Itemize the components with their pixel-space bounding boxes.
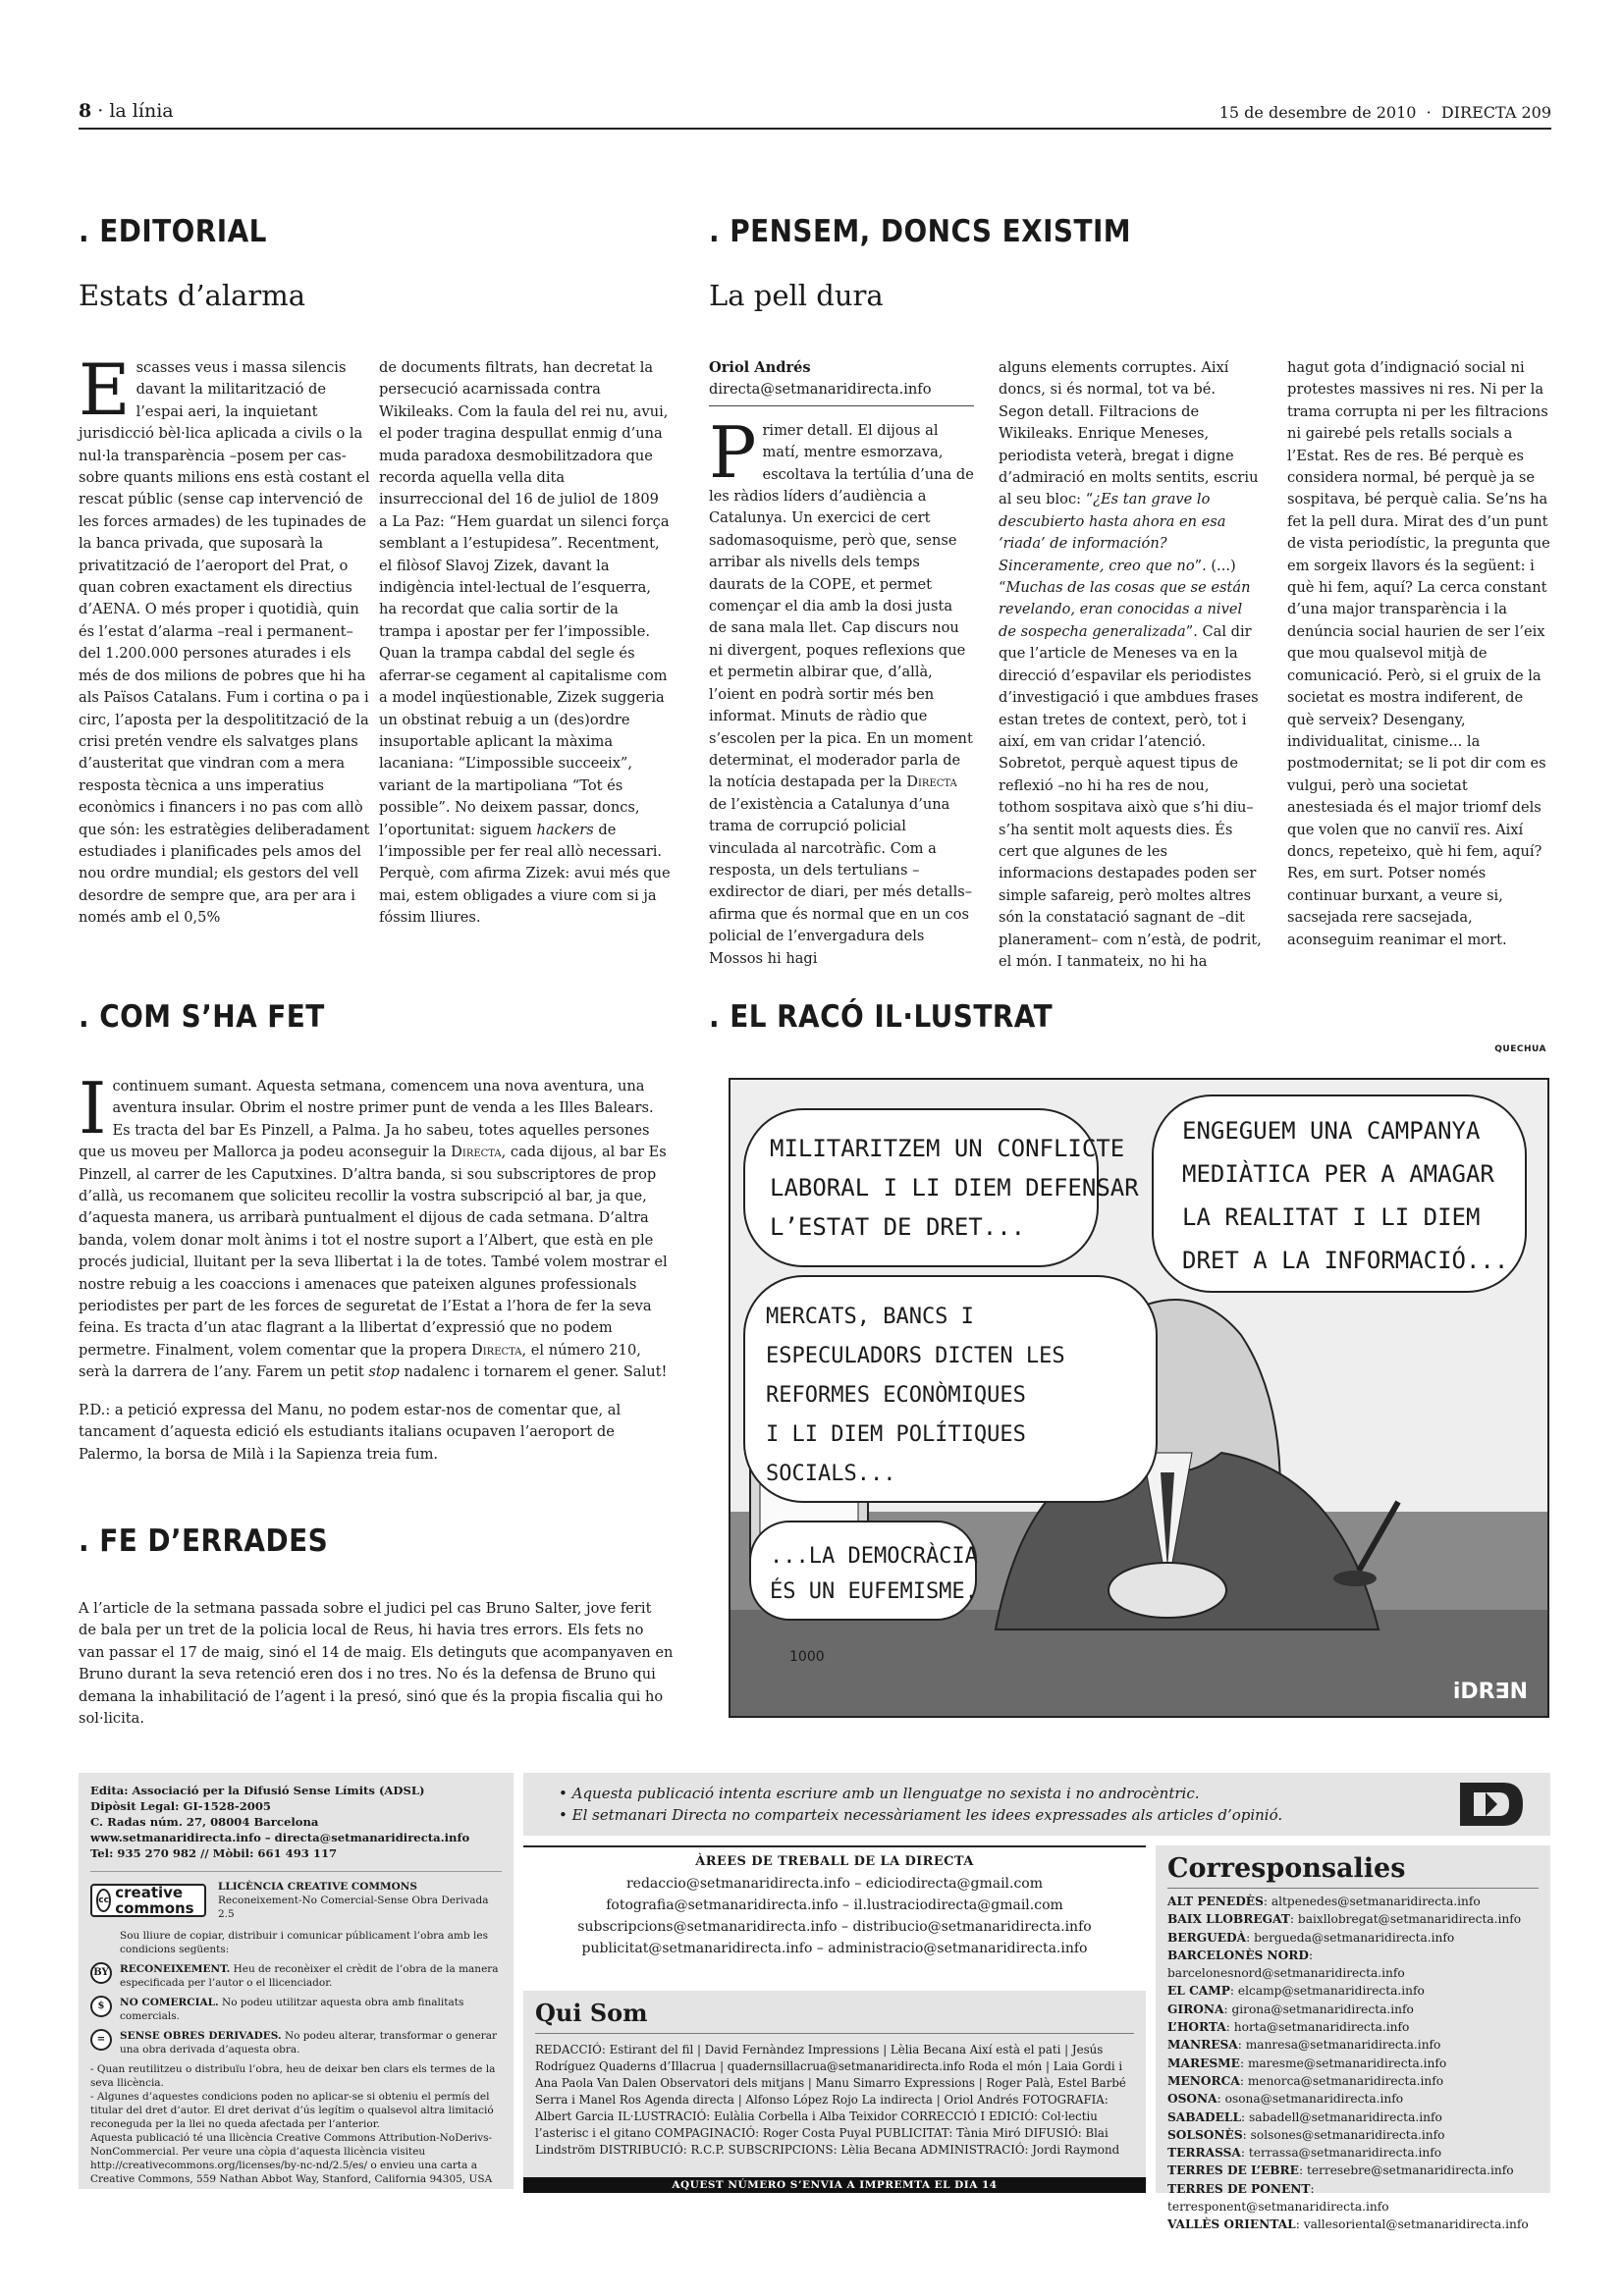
pensem-text-1-sc: Directa: [906, 774, 957, 791]
comshafet-text-d: nadalenc i tornarem el gener. Salut!: [399, 1363, 668, 1381]
cc-sub: Reconeixement-No Comercial-Sense Obra Derivada 2.5: [218, 1895, 489, 1920]
work-areas: [523, 1845, 1146, 1988]
cond-noderivs: [90, 2029, 502, 2056]
corr-item: SOLSONÈS: solsones@setmanaridirecta.info: [1167, 2127, 1445, 2142]
cartoon: [729, 1078, 1549, 1718]
comshafet-text-b: , cada dijous, al bar Es Pinzell, al carrer de les Caputxines. D’altra banda, si sou subscriptores de prop d’allà, us recomanem que soliciteu recollir la vostra subscripció al bar, ja que, d’aquesta manera, us arribarà puntualment el dijous de cada setmana. D’altra banda, volem donar molt ànims i tot el nostre suport a l’Albert, que està en ple procés judicial, lluitant per la seva llibertat i la de totes. També volem mostrar el nostre rebuig a les coaccions i amenaces que pateixen algunes professionals periodistes per part de les forces de seguretat de l’Estat a l’hora de fer la seva feina. Es tracta d’un atac flagrant a la llibertat d’expressió que no podem permetre. Finalment, volem comentar que la propera: [79, 1144, 668, 1359]
bubble-3-text: [766, 1298, 1065, 1494]
pensem-text-1b: de l’existència a Catalunya d’una trama de corrupció policial vinculada al narcotràfic. Com a resposta, un dels tertulians –exdirector de diari, per més detalls– afirma que és normal que en un cos policial de l’envergadura dels Mossos hi hagi: [709, 795, 973, 967]
corr-email[interactable]: horta@setmanaridirecta.info: [1233, 2020, 1410, 2035]
corr-item: L’HORTA: horta@setmanaridirecta.info: [1167, 2020, 1410, 2035]
corr-region: MENORCA: [1167, 2073, 1240, 2088]
corr-title: Corresponsalies: [1167, 1853, 1539, 1889]
comshafet-dropcap: I: [79, 1067, 107, 1149]
corr-email[interactable]: terresebre@setmanaridirecta.info: [1306, 2163, 1514, 2178]
editorial-subtitle: Estats d’alarma: [79, 279, 306, 312]
bubble-2-line: LA REALITAT I LI DIEM: [1182, 1203, 1481, 1231]
cond-attribution: [90, 1962, 502, 1990]
monitor-label: 1000: [789, 1649, 825, 1665]
corr-item: BARCELONÈS NORD: barcelonesnord@setmanaridirecta.info: [1167, 1948, 1405, 1981]
comshafet-em: stop: [368, 1363, 400, 1381]
editorial-text-2: de documents filtrats, han decretat la persecució acarnissada contra Wikileaks. Com la faula del rei nu, avui, el poder tragina despullat enmig d’una muda paradoxa desmobilitzadora que recorda aquella vella dita insurreccional del 16 de juliol de 1809 a La Paz: “Hem guardat un silenci força semblant a l’estupidesa”. Recentment, el filòsof Slavoj Zizek, davant la indigència intel·lectual de l’esquerra, ha recordat que calia sortir de la trampa i apostar per fer l’impossible. Quan la trampa cabdal del segle és aferrar-se cegament al capitalisme com a model inqüestionable, Zizek suggeria un obstinat rebuig a un (des)ordre insuportable aplicant la màxima lacaniana: “L’impossible succeeix”, variant de la martipoliana “Tot és possible”. No deixem passar, doncs, l’oportunitat: siguem: [379, 359, 670, 838]
areas-title: ÀREES DE TREBALL DE LA DIRECTA: [523, 1845, 1146, 1873]
corr-region: TERRES DE L’EBRE: [1167, 2163, 1299, 2178]
corr-email[interactable]: baixllobregat@setmanaridirecta.info: [1297, 1912, 1522, 1927]
publisher-info: [90, 1783, 502, 1861]
page-header: [79, 98, 1551, 130]
corr-region: GIRONA: [1167, 2002, 1224, 2016]
issue-number: DIRECTA 209: [1440, 103, 1551, 122]
pensem-col-3: [1287, 357, 1550, 951]
cc-logo-text: creative commons: [115, 1884, 194, 1917]
bubble-3-line: ESPECULADORS DICTEN LES: [766, 1344, 1065, 1368]
pensem-text-3: hagut gota d’indignació social ni protestes massives ni res. Ni per la trama corrupta ni per les filtracions ni gairebé pels retalls socials a l’Estat. Res de res. Bé perquè es considera normal, bé perquè ja se sospitava, bé perquè calia. Se’ns ha fet la pell dura. Mirat des d’un punt de vista periodístic, la pregunta que em sorgeix llavors és la següent: i què hi fem, aquí? La cerca constant d’una major transparència i la denúncia social haurien de ser l’eix que mou qualsevol mitjà de comunicació. Però, si el gruix de la societat es mostra indiferent, de què serveix? Desengany, individualitat, cinisme... la postmodernitat; se li pot dir com es vulgui, però una societat anestesiada és el major triomf dels que volen que no canviï res. Així doncs, repeteixo, què hi fem, aquí? Res, em surt. Potser només continuar burxant, a veure si, sacsejada rere sacsejada, aconseguim reanimar el mort.: [1287, 359, 1550, 948]
corr-email[interactable]: girona@setmanaridirecta.info: [1231, 2002, 1414, 2016]
cc-license: [218, 1880, 502, 1921]
cond-noncommercial: [90, 1996, 502, 2023]
editorial-dropcap: E: [79, 348, 131, 431]
bubble-2-text: [1182, 1109, 1508, 1282]
page-number: 8: [79, 100, 92, 122]
address-line: C. Radas núm. 27, 08004 Barcelona: [90, 1815, 319, 1829]
corr-email[interactable]: sabadell@setmanaridirecta.info: [1249, 2109, 1442, 2124]
corr-item: OSONA: osona@setmanaridirecta.info: [1167, 2092, 1404, 2107]
corr-item: BAIX LLOBREGAT: baixllobregat@setmanaridirecta.info: [1167, 1912, 1522, 1927]
corr-region: SOLSONÈS: [1167, 2127, 1243, 2142]
corr-email[interactable]: barcelonesnord@setmanaridirecta.info: [1167, 1966, 1405, 1981]
issue-date: 15 de desembre de 2010: [1218, 103, 1417, 122]
pensem-title: . PENSEM, DONCS EXISTIM: [709, 214, 1132, 249]
area-line[interactable]: redaccio@setmanaridirecta.info – ediciodirecta@gmail.com: [625, 1876, 1044, 1892]
editorial-text-1: scasses veus i massa silencis davant la militarització de l’espai aeri, la inquietant jurisdicció bèl·lica aplicada a civils o la nul·la transparència –posem per cas- sobre quants milions ens està costant el rescat públic (sense cap intervenció de les forces armades) de les tupinades de la banca privada, que suposarà la privatització de l’aeroport del Prat, o quan cobren exactament els directius d’AENA. O més proper i quotidià, quin és l’estat d’alarma –real i permanent– del 1.200.000 persones aturades i els més de dos milions de pobres que hi ha als Països Catalans. Fum i cortina o pa i circ, l’aposta per la despolitització de la crisi pretén vendre els salvatges plans d’austeritat que vindran com a mera resposta tècnica a uns imperatius econòmics i financers i no pas com allò que són: les estratègies deliberadament estudiades i planificades pels amos del nou ordre mundial; els gestors del vell desordre de sempre que, ara per ara i només amb el 0,5%: [79, 359, 370, 927]
corr-email[interactable]: bergueda@setmanaridirecta.info: [1254, 1930, 1455, 1945]
area-line[interactable]: subscripcions@setmanaridirecta.info – distribucio@setmanaridirecta.info: [577, 1919, 1092, 1935]
bubble-1-line: LABORAL I LI DIEM DEFENSAR: [770, 1174, 1139, 1201]
corr-email[interactable]: elcamp@setmanaridirecta.info: [1237, 1984, 1425, 1999]
bubble-2-line: MEDIÀTICA PER A AMAGAR: [1182, 1160, 1494, 1188]
editorial-col-2: [379, 357, 672, 930]
comshafet-body: [79, 1067, 674, 1466]
raco-title: . EL RACÓ IL·LUSTRAT: [709, 999, 1054, 1035]
pensem-text-2-em1: ¿Es tan grave lo descubierto hasta ahora en esa ‘riada’ de información? Sinceramente, creo que no: [999, 491, 1226, 574]
corr-region: MARESME: [1167, 2056, 1240, 2070]
notice-box: [523, 1773, 1550, 1836]
pensem-subtitle: La pell dura: [709, 279, 884, 312]
header-right: 15 de desembre de 2010 · DIRECTA 209: [1218, 103, 1551, 122]
comshafet-ps: P.D.: a petició expressa del Manu, no podem estar-nos de comentar que, al tancament d’aquesta edició els estudiants italians ocupaven l’aeroport de Palermo, la borsa de Milà i la Sapienza treia fum.: [79, 1401, 622, 1463]
creative-commons-logo: [90, 1884, 206, 1917]
corr-email[interactable]: manresa@setmanaridirecta.info: [1245, 2038, 1441, 2053]
corr-region: MANRESA: [1167, 2038, 1238, 2053]
bubble-4-line: ÉS UN EUFEMISME.: [770, 1579, 978, 1604]
cond-title: RECONEIXEMENT.: [120, 1963, 231, 1975]
corr-region: SABADELL: [1167, 2109, 1242, 2124]
comshafet-text-c: , el número 210, serà la darrera de l’any. Farem un petit: [79, 1341, 641, 1381]
bubble-1-text: [770, 1129, 1139, 1247]
pensem-text-1a: rimer detall. El dijous al matí, mentre esmorzava, escoltava la tertúlia d’una de les ràdios líders d’audiència a Catalunya. Un exercici de cert sadomasoquisme, però que, sense arribar als nivells dels temps daurats de la COPE, et permet començar el dia amb la dosi justa de sana mala llet. Cap discurs nou ni divergent, poques reflexions que et permetin albirar que, d’allà, l’oient en podrà sortir més ben informat. Minuts de ràdio que s’escolen per la pica. En un moment determinat, el moderador parla de la notícia destapada per la: [709, 421, 974, 791]
editorial-title: . EDITORIAL: [79, 214, 267, 249]
web-line: www.setmanaridirecta.info – directa@setmanaridirecta.info: [90, 1831, 470, 1844]
cc-title: LLICÈNCIA CREATIVE COMMONS: [218, 1881, 417, 1893]
cartoon-signature: iDR∃N: [1452, 1680, 1528, 1704]
raco-credit: QUECHUA: [1494, 1044, 1546, 1054]
bubble-3-line: REFORMES ECONÒMIQUES: [766, 1383, 1026, 1408]
pensem-author: Oriol Andrés: [709, 359, 811, 376]
bubble-4-text: [770, 1539, 978, 1610]
cond-text: Heu de reconèixer el crèdit de l’obra de la manera especificada per l’autor o el llicenciador.: [120, 1963, 499, 1989]
pensem-dropcap: P: [709, 410, 757, 494]
bubble-4-line: ...LA DEMOCRÀCIA: [770, 1544, 978, 1569]
corr-item: TERRES DE PONENT: terresponent@setmanaridirecta.info: [1167, 2181, 1389, 2215]
editorial-text-2-end: de l’impossible per fer real allò necessari. Perquè, com afirma Zizek: avui més que mai, estem obligades a viure com si ja fóssim lliures.: [379, 821, 671, 927]
comshafet-text-a: continuem sumant. Aquesta setmana, comencem una nova aventura, una aventura insular. Obrim el nostre primer punt de venda a les Illes Balears. Es tracta del bar Es Pinzell, a Palma. Ja ho sabeu, totes aquelles persones que us moveu per Mallorca ja podeu aconseguir la: [79, 1078, 654, 1161]
corr-region: OSONA: [1167, 2092, 1217, 2107]
pensem-col-1: [709, 357, 974, 970]
cc-row: [90, 1871, 502, 1921]
pensem-email: directa@setmanaridirecta.info: [709, 379, 974, 405]
pensem-text-2-mid: ”. (...) “: [999, 557, 1236, 597]
corr-item: MARESME: maresme@setmanaridirecta.info: [1167, 2056, 1447, 2070]
cond-text: No podeu alterar, transformar o generar una obra derivada d’aquesta obra.: [120, 2030, 498, 2056]
bubble-2-line: ENGEGUEM UNA CAMPANYA: [1182, 1117, 1481, 1145]
errades-body: A l’article de la setmana passada sobre el judici pel cas Bruno Salter, jove ferit de bala per un tret de la policia local de Reus, hi havia tres errors. Els fets no van passar el 17 de maig, sinó el 14 de maig. Els detinguts que acompanyaven en Bruno durant la seva retenció eren dos i no tres. No és la defensa de Bruno qui demana la inhabilitació de l’agent i la presó, sinó que és la propia fiscalia qui ho sol·licita.: [79, 1600, 674, 1728]
area-line[interactable]: fotografia@setmanaridirecta.info – il.lustraciodirecta@gmail.com: [606, 1897, 1063, 1913]
license-notes: - Quan reutilitzeu o distribuïu l’obra, heu de deixar ben clars els termes de la seva llicència. - Algunes d’aquestes condicions poden no aplicar-se si obteniu el permís del titular del dret d’autor. El dret derivat d’ús legítim o qualsevol altra limitació reconeguda per la llei no queda afectada per l’anterior. Aquesta publicació té una llicència Creative Commons Attribution-NoDerivs- NonCommercial. Per veure una còpia d’aquesta llicència visiteu http://creativecommons.org/licenses/by-nc-nd/2.5/es/ o envieu una carta a Creative Commons, 559 Nathan Abbot Way, Stanford, California 94305, USA: [90, 2063, 496, 2185]
corr-region: VALLÈS ORIENTAL: [1167, 2217, 1296, 2232]
area-line[interactable]: publicitat@setmanaridirecta.info – administracio@setmanaridirecta.info: [581, 1941, 1088, 1956]
cond-title: NO COMERCIAL.: [120, 1997, 219, 2008]
corr-region: BAIX LLOBREGAT: [1167, 1912, 1290, 1927]
bubble-1-line: L’ESTAT DE DRET...: [770, 1213, 1026, 1241]
quisom-text: REDACCIÓ: Estirant del fil | David Fernàndez Impressions | Lèlia Becana Així està el pati | Jesús Rodríguez Quaderns d’Illacrua | quadernsillacrua@setmanaridirecta.info Roda el món | Laia Gordi i Ana Paola Van Dalen Observatori dels mitjans | Manu Simarro Expressions | Roger Palà, Estel Barbé Serra i Manel Ros Agenda directa | Alfonso López Rojo La indirecta | Oriol Andrés FOTOGRAFIA: Albert Garcia IL·LUSTRACIÓ: Eulàlia Corbella i Alba Teixidor CORRECCIÓ I EDICIÓ: Col·lectiu l’asterisc i el gitano COMPAGINACIÓ: Roger Costa Puyal PUBLICITAT: Tània Miró DIFUSIÓ: Blai Lindström DISTRIBUCIÓ: R.C.P. SUBSCRIPCIONS: Lèlia Becana ADMINISTRACIÓ: Jordi Raymond: [535, 2043, 1126, 2157]
cc-intro: Sou lliure de copiar, distribuir i comunicar públicament l’obra amb les condicions següents:: [120, 1930, 489, 1955]
quisom-title: Qui Som: [535, 1999, 1134, 2034]
corr-item: TERRASSA: terrassa@setmanaridirecta.info: [1167, 2146, 1442, 2161]
pen-holder: [1333, 1571, 1377, 1586]
corr-email[interactable]: menorca@setmanaridirecta.info: [1247, 2073, 1444, 2088]
directa-logo-icon: [1456, 1779, 1527, 1830]
corr-region: EL CAMP: [1167, 1984, 1230, 1999]
corr-region: TERRES DE PONENT: [1167, 2181, 1311, 2196]
corr-region: TERRASSA: [1167, 2146, 1241, 2161]
pensem-text-2a: alguns elements corruptes. Així doncs, si és normal, tot va bé. Segon detall. Filtracions de Wikileaks. Enrique Meneses, periodista veterà, bregat i digne d’admiració en molts sentits, escriu al seu bloc: “: [999, 359, 1259, 508]
footer-credits: [79, 1773, 514, 2189]
corr-item: BERGUEDÀ: bergueda@setmanaridirecta.info: [1167, 1930, 1455, 1945]
corr-region: BERGUEDÀ: [1167, 1930, 1247, 1945]
pensem-text-2-em2: Muchas de las cosas que se están revelando, eran conocidas a nivel de sospecha generalizada: [999, 579, 1251, 640]
bubble-1-line: MILITARITZEM UN CONFLICTE: [770, 1135, 1125, 1162]
corr-item: SABADELL: sabadell@setmanaridirecta.info: [1167, 2109, 1442, 2124]
corr-item: MENORCA: menorca@setmanaridirecta.info: [1167, 2073, 1444, 2088]
corr-region: BARCELONÈS NORD: [1167, 1948, 1309, 1962]
man-hands: [1109, 1563, 1226, 1618]
corr-email[interactable]: solsones@setmanaridirecta.info: [1250, 2127, 1445, 2142]
tel-line: Tel: 935 270 982 // Mòbil: 661 493 117: [90, 1846, 338, 1860]
corresponsalies: [1156, 1845, 1550, 2232]
attribution-icon: BY: [90, 1962, 112, 1984]
bubble-3-line: MERCATS, BANCS I: [766, 1305, 974, 1329]
corr-item: GIRONA: girona@setmanaridirecta.info: [1167, 2002, 1414, 2016]
comshafet-sc2: Directa: [471, 1341, 522, 1359]
bubble-3-line: I LI DIEM POLÍTIQUES: [766, 1422, 1026, 1447]
cond-title: SENSE OBRES DERIVADES.: [120, 2030, 282, 2042]
editorial-text-2-em: hackers: [536, 821, 594, 838]
noderivs-icon: =: [90, 2029, 112, 2051]
errades-title: . FE D’ERRADES: [79, 1523, 329, 1559]
cc-icon: cc: [96, 1889, 111, 1912]
editorial-col-1: [79, 348, 373, 930]
cond-text: No podeu utilitzar aquesta obra amb finalitats comercials.: [120, 1997, 464, 2022]
corr-region: L’HORTA: [1167, 2020, 1226, 2035]
noncommercial-icon: $: [90, 1996, 112, 2017]
corr-email[interactable]: terrassa@setmanaridirecta.info: [1248, 2146, 1442, 2161]
corr-item: VALLÈS ORIENTAL: vallesoriental@setmanaridirecta.info: [1167, 2217, 1529, 2232]
bubble-3-line: SOCIALS...: [766, 1462, 896, 1486]
corr-email[interactable]: altpenedes@setmanaridirecta.info: [1271, 1895, 1481, 1908]
pensem-text-2b: ”. Cal dir que l’article de Meneses va en la direcció d’espavilar els periodistes d’investigació i que ambdues frases estan tretes de context, però, tot i així, em van cridar l’atenció. Sobretot, perquè aquest tipus de reflexió –no hi ha res de nou, tothom sospitava això que s’hi diu– s’ha sentit molt aquests dies. És cert que algunes de les informacions destapades poden ser simple safareig, però moltes altres són la constatació sagnant de –dit planerament– com n’està, de podrit, el món. I tanmateix, no hi ha: [999, 622, 1262, 970]
pensem-col-2: [999, 357, 1262, 973]
corr-item: MANRESA: manresa@setmanaridirecta.info: [1167, 2038, 1441, 2053]
corr-region: ALT PENEDÈS: [1167, 1895, 1264, 1908]
corr-item: TERRES DE L’EBRE: terresebre@setmanaridirecta.info: [1167, 2163, 1514, 2178]
bubble-2-line: DRET A LA INFORMACIÓ...: [1182, 1247, 1509, 1274]
header-left: 8 · la línia: [79, 100, 174, 122]
corr-email[interactable]: maresme@setmanaridirecta.info: [1247, 2056, 1447, 2070]
comshafet-title: . COM S’HA FET: [79, 999, 325, 1035]
section-name: la línia: [109, 100, 174, 122]
corr-list: [1167, 1893, 1539, 2234]
notice-nonsexist: • Aquesta publicació intenta escriure amb un llenguatge no sexista i no androcèntric.: [559, 1785, 1200, 1802]
diposit-line: Dipòsit Legal: GI-1528-2005: [90, 1799, 271, 1813]
comshafet-sc1: Directa: [451, 1144, 502, 1161]
print-notice: AQUEST NÚMERO S’ENVIA A IMPREMTA EL DIA 14: [523, 2177, 1146, 2193]
notice-opinion: • El setmanari Directa no comparteix necessàriament les idees expressades als articles d’opinió.: [559, 1806, 1283, 1824]
edita-line: Edita: Associació per la Difusió Sense Límits (ADSL): [90, 1784, 425, 1797]
corr-email[interactable]: osona@setmanaridirecta.info: [1224, 2092, 1404, 2107]
qui-som: [523, 1991, 1146, 2177]
corr-item: EL CAMP: elcamp@setmanaridirecta.info: [1167, 1984, 1425, 1999]
corr-email[interactable]: vallesoriental@setmanaridirecta.info: [1303, 2217, 1529, 2232]
corr-email[interactable]: terresponent@setmanaridirecta.info: [1167, 2200, 1389, 2215]
corr-item: ALT PENEDÈS: altpenedes@setmanaridirecta.info: [1167, 1895, 1481, 1908]
